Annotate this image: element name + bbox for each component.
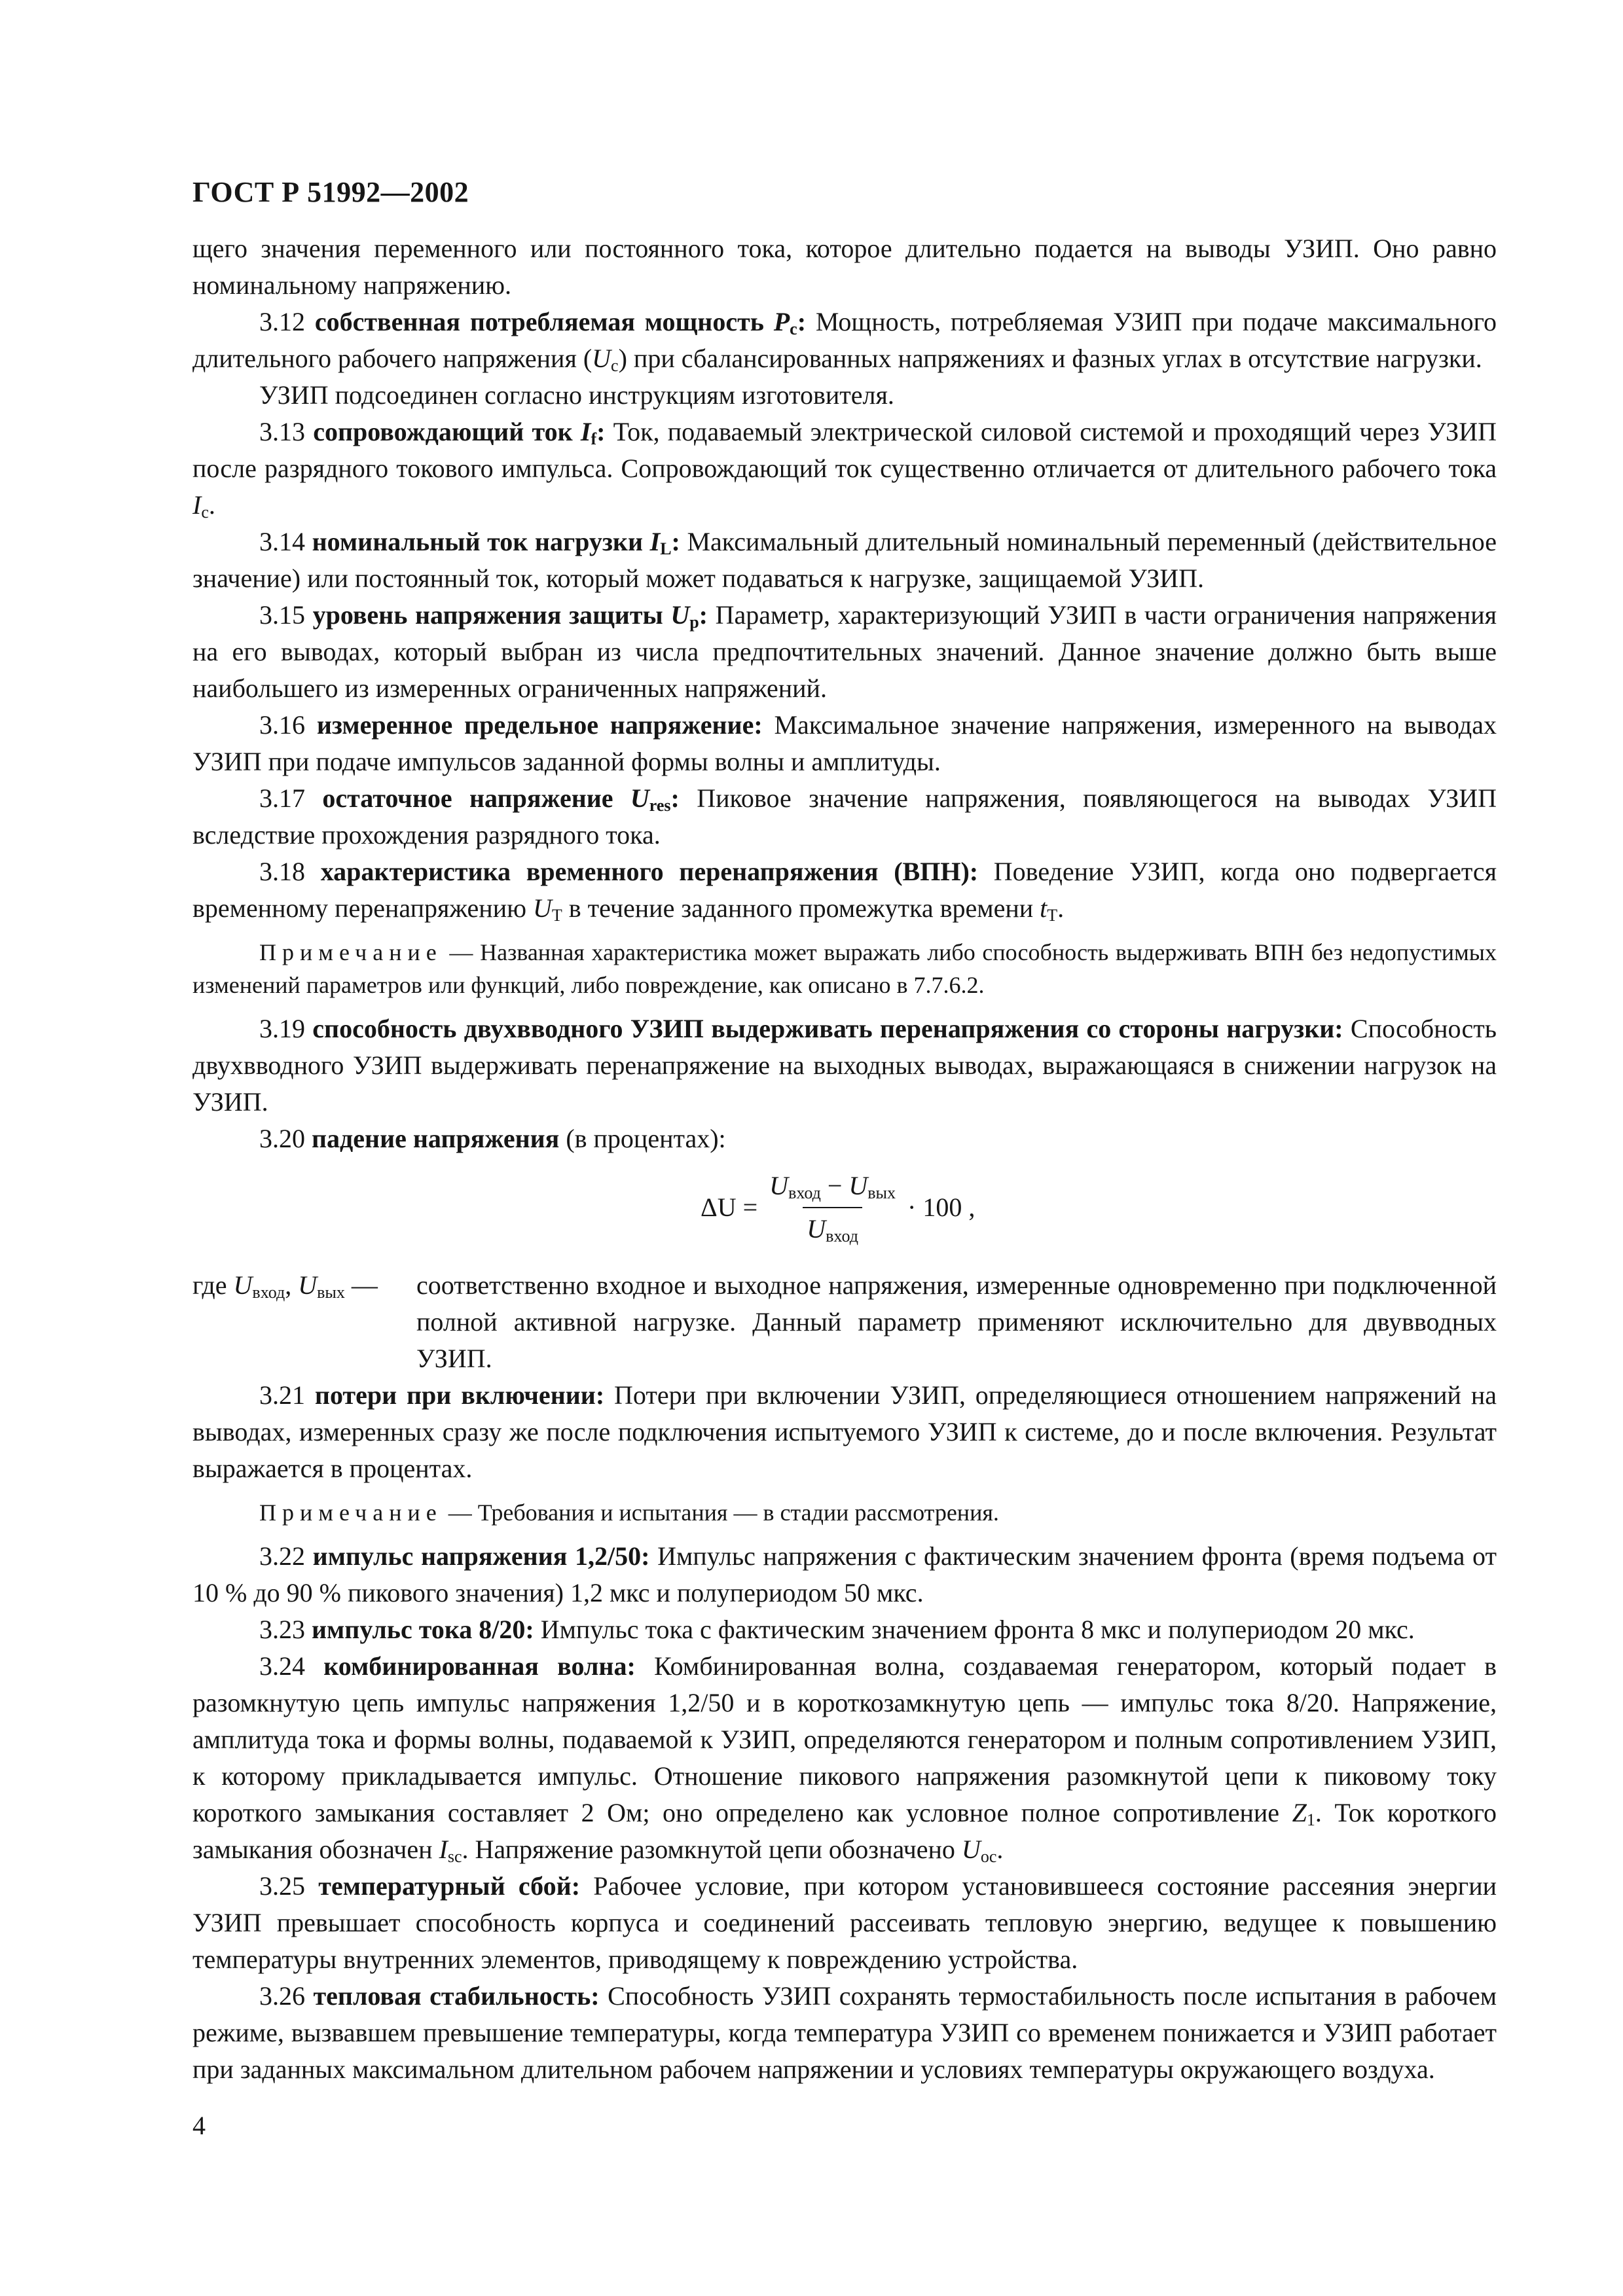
clause-3-21-note: Примечание — Требования и испытания — в стадии рассмотрения.: [259, 1499, 999, 1526]
where-text: соответственно входное и выходное напряжения, измеренные одновременно при подключенной полной активной нагрузке. Данный параметр применяют исключительно для двувводных УЗИП.: [416, 1270, 1497, 1373]
clause-3-22: 3.22 импульс напряжения 1,2/50: Импульс напряжения с фактическим значением фронта (время подъема от 10 % до 90 % пикового значения) 1,2 мкс и полупериодом 50 мкс.: [192, 1541, 1497, 1607]
clause-3-26: 3.26 тепловая стабильность: Способность УЗИП сохранять термостабильность после испытания в рабочем режиме, вызвавшем превышение температуры, когда температура УЗИП со временем понижается и УЗИП работает при заданных максимальном длительном рабочем напряжении и условиях температуры окружающего воздуха.: [192, 1981, 1497, 2084]
clause-3-20: 3.20 падение напряжения (в процентах):: [259, 1124, 726, 1153]
clause-3-21: 3.21 потери при включении: Потери при включении УЗИП, определяющиеся отношением напряжений на выводах, измеренных сразу же после подключения испытуемого УЗИП к системе, до и после включения. Результат выражается в процентах.: [192, 1380, 1497, 1483]
formula-fraction: [765, 1168, 900, 1247]
clause-3-15: 3.15 уровень напряжения защиты $U_p$: Параметр, характеризующий УЗИП в части ограничения напряжения на его выводах, который выбран из числа предпочтительных значений. Данное значение должно быть выше наибольшего из измеренных ограниченных напряжений.: [192, 600, 1497, 703]
clause-3-14: 3.14 номинальный ток нагрузки $I_L$: Максимальный длительный номинальный переменный (действительное значение) или постоянный ток, который может подаваться к нагрузке, защищаемой УЗИП.: [192, 527, 1497, 593]
formula-lhs: ΔU =: [701, 1193, 758, 1222]
formula-numerator: $U_{вход} - U_{вых}$: [769, 1171, 896, 1202]
formula-tail: · 100 ,: [907, 1193, 976, 1222]
formula-where-clause: [192, 1267, 1497, 1377]
clause-3-23: 3.23 импульс тока 8/20: Импульс тока с фактическим значением фронта 8 мкс и полупериодом 20 мкс.: [259, 1615, 1415, 1644]
where-label: где $U_{вход}$, $U_{вых}$ —: [192, 1270, 378, 1302]
voltage-drop-formula: [192, 1162, 1497, 1255]
clause-3-24: 3.24 комбинированная волна: Комбинированная волна, создаваемая генератором, который подает в разомкнутую цепь импульс напряжения 1,2/50 и в короткозамкнутую цепь — импульс тока 8/20. Напряжение, амплитуда тока и формы волны, подаваемой к УЗИП, определяются генератором и полным сопротивлением УЗИП, к которому прикладывается импульс. Отношение пикового напряжения разомкнутой цепи к пиковому току короткого замыкания составляет 2 Ом; оно определено как условное полное сопротивление $Z_1$. Ток короткого замыкания обозначен $I_{sc}$. Напряжение разомкнутой цепи обозначено $U_{oc}$.: [192, 1651, 1497, 1866]
clause-3-18-note: Примечание — Названная характеристика может выражать либо способность выдерживать ВПН без недопустимых изменений параметров или функций, либо повреждение, как описано в 7.7.6.2.: [192, 939, 1497, 998]
clause-3-12-note-paragraph: УЗИП подсоединен согласно инструкциям изготовителя.: [259, 380, 894, 410]
clause-3-16: 3.16 измеренное предельное напряжение: Максимальное значение напряжения, измеренного на выводах УЗИП при подаче импульсов заданной формы волны и амплитуды.: [192, 710, 1497, 776]
clause-3-18: 3.18 характеристика временного перенапряжения (ВПН): Поведение УЗИП, когда оно подвергается временному перенапряжению $U_T$ в течение заданного промежутка времени $t_T$.: [192, 857, 1497, 925]
clause-3-12: 3.12 собственная потребляемая мощность $P_c$: Мощность, потребляемая УЗИП при подаче максимального длительного рабочего напряжения $(U_c)$ при сбалансированных напряжениях и фазных углах в отсутствие нагрузки.: [192, 307, 1497, 375]
document-body: [192, 230, 1497, 2088]
clause-3-25: 3.25 температурный сбой: Рабочее условие, при котором установившееся состояние рассеяния энергии УЗИП превышает способность корпуса и соединений рассеивать тепловую энергию, ведущее к повышению температуры внутренних элементов, приводящему к повреждению устройства.: [192, 1871, 1497, 1974]
continuation-paragraph: щего значения переменного или постоянного тока, которое длительно подается на выводы УЗИП. Оно равно номинальному напряжению.: [192, 234, 1497, 300]
clause-3-19: 3.19 способность двухвводного УЗИП выдерживать перенапряжения со стороны нагрузки: Способность двухвводного УЗИП выдерживать перенапряжение на выходных выводах, выражающаяся в снижении нагрузок на УЗИП.: [192, 1014, 1497, 1117]
formula-denominator: $U_{вход}$: [803, 1207, 862, 1247]
clause-3-13: 3.13 сопровождающий ток $I_f$: Ток, подаваемый электрической силовой системой и проходящий через УЗИП после разрядного токового импульса. Сопровождающий ток существенно отличается от длительного рабочего тока $I_c$.: [192, 417, 1497, 522]
document-header: ГОСТ Р 51992—2002: [192, 176, 469, 208]
clause-3-17: 3.17 остаточное напряжение $U_{res}$: Пиковое значение напряжения, появляющегося на выводах УЗИП вследствие прохождения разрядного тока.: [192, 783, 1497, 850]
page-number: 4: [192, 2111, 206, 2140]
